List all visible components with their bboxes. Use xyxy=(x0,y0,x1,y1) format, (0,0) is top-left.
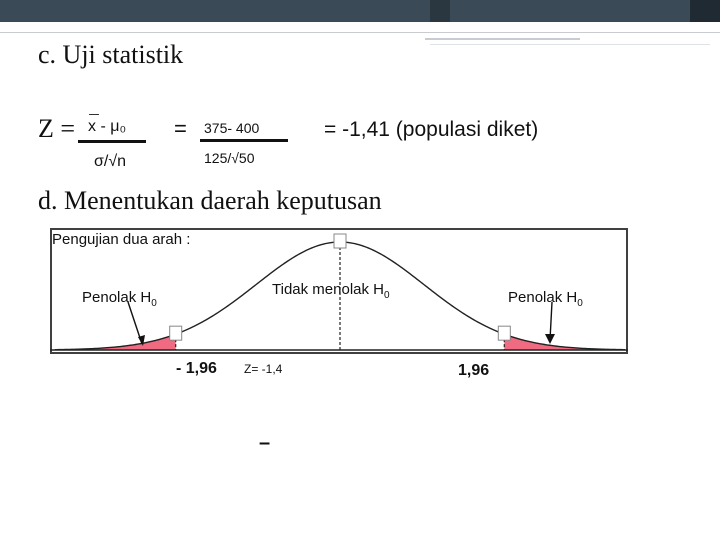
left-region-text: Penolak H xyxy=(82,289,152,306)
header-bar xyxy=(0,0,720,22)
section-c-title: c. Uji statistik xyxy=(38,40,184,69)
right-arrow-head xyxy=(545,334,555,344)
z-label: Z = xyxy=(38,114,76,143)
chart-caption: Pengujian dua arah : xyxy=(52,231,191,248)
dash-mark: – xyxy=(259,432,271,454)
header-bar-accent-right xyxy=(690,0,720,22)
header-line xyxy=(0,32,720,33)
center-region-label xyxy=(272,281,390,301)
right-critical-value: 1,96 xyxy=(458,362,490,379)
z-value-label: Z= -1,4 xyxy=(244,362,283,376)
formula-denominator: σ/√n xyxy=(94,153,126,170)
right-region-label xyxy=(508,289,583,309)
formula-numerator: x - μ₀ xyxy=(88,118,127,135)
right-region-subscript: 0 xyxy=(577,298,583,309)
sub-denominator: 125/√50 xyxy=(204,150,255,166)
center-region-subscript: 0 xyxy=(384,290,390,301)
sub-fraction-bar xyxy=(200,139,288,142)
right-critical-handle xyxy=(498,326,510,340)
header-line xyxy=(425,38,580,40)
left-region-label xyxy=(82,289,157,309)
header-bar-accent xyxy=(430,0,450,22)
header-line xyxy=(430,44,710,45)
mean-handle xyxy=(334,234,346,248)
right-region-text: Penolak H xyxy=(508,289,578,306)
xbar-line xyxy=(89,114,99,115)
result-text: = -1,41 (populasi diket) xyxy=(324,118,539,141)
section-d-title: d. Menentukan daerah keputusan xyxy=(38,186,382,215)
fraction-bar xyxy=(78,140,146,143)
left-region-subscript: 0 xyxy=(151,298,157,309)
left-critical-value: - 1,96 xyxy=(176,360,217,377)
header-bar-fill xyxy=(0,0,720,22)
sub-numerator: 375- 400 xyxy=(204,120,260,136)
left-critical-handle xyxy=(170,326,182,340)
center-region-text: Tidak menolak H xyxy=(272,281,384,298)
equals-sign: = xyxy=(174,116,187,141)
